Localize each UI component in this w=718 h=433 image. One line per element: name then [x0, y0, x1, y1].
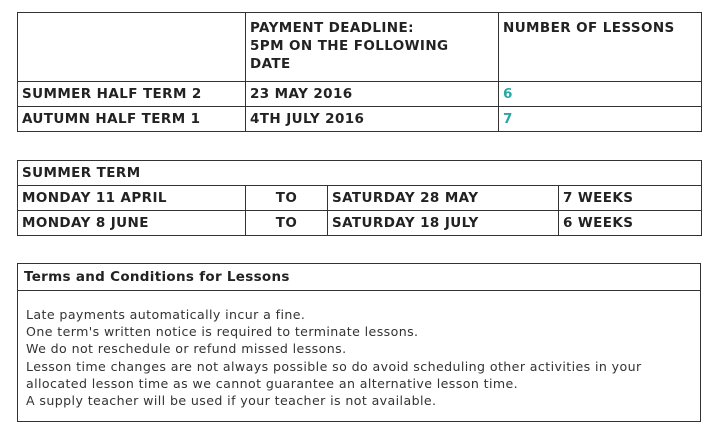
payment-deadline-table: [17, 12, 702, 132]
end-date-cell: SATURDAY 18 JULY: [328, 211, 559, 236]
payment-table-empty-header: [18, 13, 246, 82]
table-row: [18, 107, 702, 132]
summer-term-title-row: [18, 161, 702, 186]
end-date-cell: SATURDAY 28 MAY: [328, 186, 559, 211]
deadline-cell: 4TH JULY 2016: [246, 107, 499, 132]
terms-list: [18, 291, 700, 409]
term-name-cell: SUMMER HALF TERM 2: [18, 82, 246, 107]
payment-deadline-header: [246, 13, 499, 82]
payment-deadline-header-line1: PAYMENT DEADLINE:: [250, 20, 414, 36]
to-cell: TO: [246, 211, 328, 236]
weeks-cell: 7 WEEKS: [559, 186, 702, 211]
list-item: Lesson time changes are not always possible so do avoid scheduling other activities in your: [26, 358, 642, 374]
deadline-cell: 23 MAY 2016: [246, 82, 499, 107]
list-item: One term's written notice is required to terminate lessons.: [26, 324, 419, 340]
lessons-count-cell: 7: [499, 107, 702, 132]
table-row: [18, 211, 702, 236]
number-of-lessons-header-text: NUMBER OF LESSONS: [503, 20, 675, 36]
list-item: Late payments automatically incur a fine.: [26, 307, 306, 322]
table-row: [18, 82, 702, 107]
weeks-cell: 6 WEEKS: [559, 211, 702, 236]
start-date-cell: MONDAY 11 APRIL: [18, 186, 246, 211]
list-item: allocated lesson time as we cannot guarantee an alternative lesson time.: [26, 375, 519, 391]
summer-term-table: [17, 160, 702, 236]
terms-title: Terms and Conditions for Lessons: [18, 264, 700, 291]
terms-and-conditions-box: [17, 263, 701, 422]
summer-term-title: SUMMER TERM: [18, 161, 702, 186]
list-item: A supply teacher will be used if your teacher is not available.: [26, 393, 437, 409]
start-date-cell: MONDAY 8 JUNE: [18, 211, 246, 236]
term-name-cell: AUTUMN HALF TERM 1: [18, 107, 246, 132]
payment-deadline-header-line2: 5PM ON THE FOLLOWING DATE: [250, 38, 449, 72]
list-item: We do not reschedule or refund missed lessons.: [26, 341, 347, 357]
table-row: [18, 186, 702, 211]
to-cell: TO: [246, 186, 328, 211]
payment-table-header-row: [18, 13, 702, 82]
number-of-lessons-header: [499, 13, 702, 82]
lessons-count-cell: 6: [499, 82, 702, 107]
